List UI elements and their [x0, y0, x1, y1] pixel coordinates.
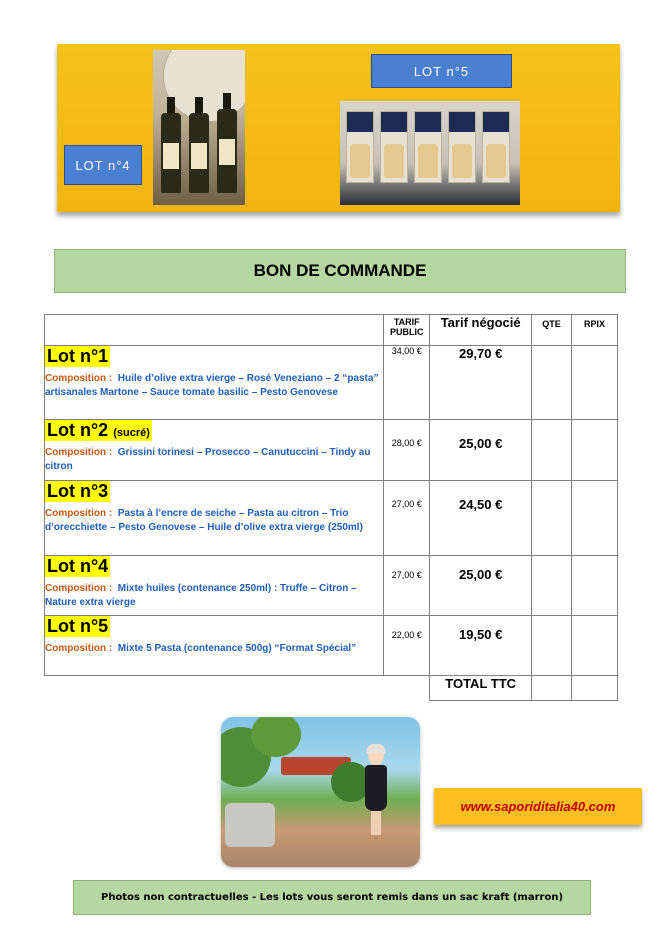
lot-composition: Mixte 5 Pasta (contenance 500g) “Format Spécial” [117, 643, 357, 654]
tarif-negocie-cell: 25,00 € [430, 420, 532, 481]
header-qte: QTE [532, 315, 572, 346]
total-label: TOTAL TTC [430, 676, 532, 701]
banner [57, 44, 620, 212]
lot5-label: LOT n°5 [371, 54, 512, 88]
tarif-public-cell: 22,00 € [384, 616, 430, 676]
tarif-negocie-cell: 29,70 € [430, 346, 532, 420]
total-row [45, 676, 618, 701]
composition-label: Composition : [45, 508, 113, 519]
tarif-negocie-cell: 19,50 € [430, 616, 532, 676]
lot-note: (sucré) [113, 427, 150, 439]
page-title: BON DE COMMANDE [54, 249, 626, 293]
header-tarif-negocie: Tarif négocié [430, 315, 532, 346]
qte-cell[interactable] [532, 481, 572, 556]
table-header-row [45, 315, 618, 346]
lot-name: Lot n°1 [47, 346, 109, 366]
table-row [45, 481, 618, 556]
table-row [45, 420, 618, 481]
composition-label: Composition : [45, 447, 113, 458]
oil-bottles-photo [153, 50, 245, 205]
qte-cell[interactable] [532, 346, 572, 420]
lot-name: Lot n°5 [47, 616, 109, 636]
composition-label: Composition : [45, 373, 113, 384]
website-link[interactable]: www.saporiditalia40.com [434, 788, 642, 825]
footer-note: Photos non contractuelles - Les lots vous seront remis dans un sac kraft (marron) [73, 880, 591, 915]
table-row [45, 346, 618, 420]
table-row [45, 556, 618, 616]
header-rpix: RPIX [572, 315, 618, 346]
pasta-bags-photo [340, 101, 520, 205]
composition-label: Composition : [45, 643, 113, 654]
rpix-cell[interactable] [572, 556, 618, 616]
tarif-public-cell: 34,00 € [384, 346, 430, 420]
rpix-cell[interactable] [572, 346, 618, 420]
composition-label: Composition : [45, 583, 113, 594]
lot-name: Lot n°2 [47, 420, 109, 440]
lot-composition: Huile d’olive extra vierge – Rosé Veneziano – 2 “pasta” artisanales Martone – Sauce tomate basilic – Pesto Genovese [45, 373, 379, 398]
garden-illustration [221, 717, 420, 867]
rpix-cell[interactable] [572, 481, 618, 556]
qte-cell[interactable] [532, 420, 572, 481]
lot-composition: Mixte huiles (contenance 250ml) : Truffe – Citron – Nature extra vierge [45, 583, 357, 608]
qte-cell[interactable] [532, 616, 572, 676]
header-description [45, 315, 384, 346]
lot4-label: LOT n°4 [64, 145, 142, 185]
tarif-public-cell: 27,00 € [384, 556, 430, 616]
tarif-public-cell: 27,00 € [384, 481, 430, 556]
header-tarif-public: TARIF PUBLIC [384, 315, 430, 346]
total-qte-cell[interactable] [532, 676, 572, 701]
tarif-negocie-cell: 25,00 € [430, 556, 532, 616]
tarif-public-cell: 28,00 € [384, 420, 430, 481]
rpix-cell[interactable] [572, 420, 618, 481]
tarif-negocie-cell: 24,50 € [430, 481, 532, 556]
rpix-cell[interactable] [572, 616, 618, 676]
lot-composition: Pasta à l’encre de seiche – Pasta au citron – Trio d’orecchiette – Pesto Genovese – Huile d’olive extra vierge (250ml) [45, 508, 363, 533]
lot-name: Lot n°3 [47, 481, 109, 501]
order-table [44, 314, 618, 701]
lot-composition: Grissini torinesi – Prosecco – Canutuccini – Tindy au citron [45, 447, 371, 472]
qte-cell[interactable] [532, 556, 572, 616]
table-row [45, 616, 618, 676]
total-rpix-cell[interactable] [572, 676, 618, 701]
lot-name: Lot n°4 [47, 556, 109, 576]
